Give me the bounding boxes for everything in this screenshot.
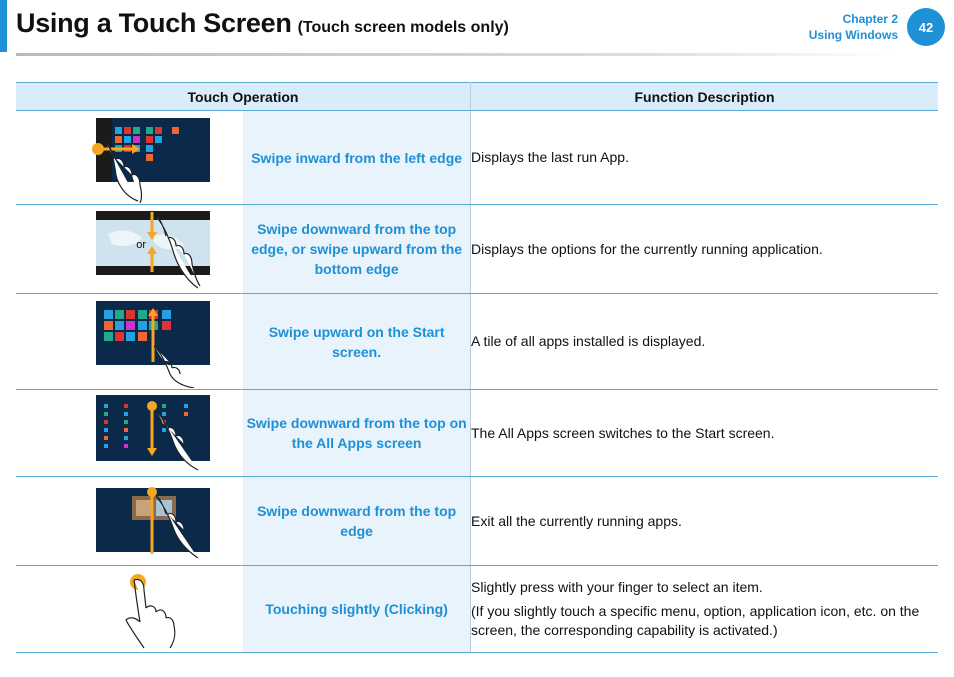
accent-bar xyxy=(0,0,7,52)
operation-label: Swipe downward from the top on the All Apps screen xyxy=(243,390,470,477)
swipe-left-edge-illustration xyxy=(50,113,210,203)
swipe-top-bottom-edge-illustration xyxy=(50,206,210,292)
chapter-label xyxy=(809,11,898,43)
function-description: Displays the last run App. xyxy=(471,111,939,205)
table-row xyxy=(16,566,938,653)
swipe-down-all-apps-illustration xyxy=(50,392,210,474)
swipe-up-start-screen-illustration xyxy=(50,296,210,388)
chapter-number: Chapter 2 xyxy=(842,12,898,26)
column-header-operation: Touch Operation xyxy=(16,83,471,111)
swipe-down-close-app-illustration xyxy=(50,478,210,564)
tap-illustration xyxy=(50,568,210,650)
operation-label: Swipe upward on the Start screen. xyxy=(243,294,470,390)
function-description-note: (If you slightly touch a specific menu, option, application icon, etc. on the screen, the corresponding capability is activated.) xyxy=(471,603,920,638)
function-description: A tile of all apps installed is displayed. xyxy=(471,294,939,390)
touch-operations-table xyxy=(16,82,938,653)
page-number-badge: 42 xyxy=(907,8,945,46)
table-row xyxy=(16,111,938,205)
gesture-illustration xyxy=(16,390,243,477)
gesture-illustration xyxy=(16,566,243,653)
header-rule xyxy=(16,53,896,56)
page-title xyxy=(16,8,509,39)
operation-label: Swipe inward from the left edge xyxy=(243,111,470,205)
gesture-illustration xyxy=(16,477,243,566)
operation-label: Touching slightly (Clicking) xyxy=(243,566,470,653)
page-title-sub: (Touch screen models only) xyxy=(297,19,509,36)
function-description xyxy=(471,566,939,653)
table-row xyxy=(16,477,938,566)
table-row xyxy=(16,294,938,390)
chapter-name: Using Windows xyxy=(808,28,898,42)
table-row xyxy=(16,205,938,294)
function-description-main: Slightly press with your finger to select an item. xyxy=(471,579,763,595)
table-header-row xyxy=(16,83,938,111)
gesture-illustration xyxy=(16,294,243,390)
gesture-illustration xyxy=(16,205,243,294)
illustration-or-label: or xyxy=(135,239,146,251)
operation-label: Swipe downward from the top edge, or swipe upward from the bottom edge xyxy=(243,205,470,294)
page-title-main: Using a Touch Screen xyxy=(16,8,292,38)
table-row xyxy=(16,390,938,477)
operation-label: Swipe downward from the top edge xyxy=(243,477,470,566)
gesture-illustration xyxy=(16,111,243,205)
function-description: Displays the options for the currently running application. xyxy=(471,205,939,294)
column-header-description: Function Description xyxy=(471,83,939,111)
function-description: The All Apps screen switches to the Start screen. xyxy=(471,390,939,477)
function-description: Exit all the currently running apps. xyxy=(471,477,939,566)
